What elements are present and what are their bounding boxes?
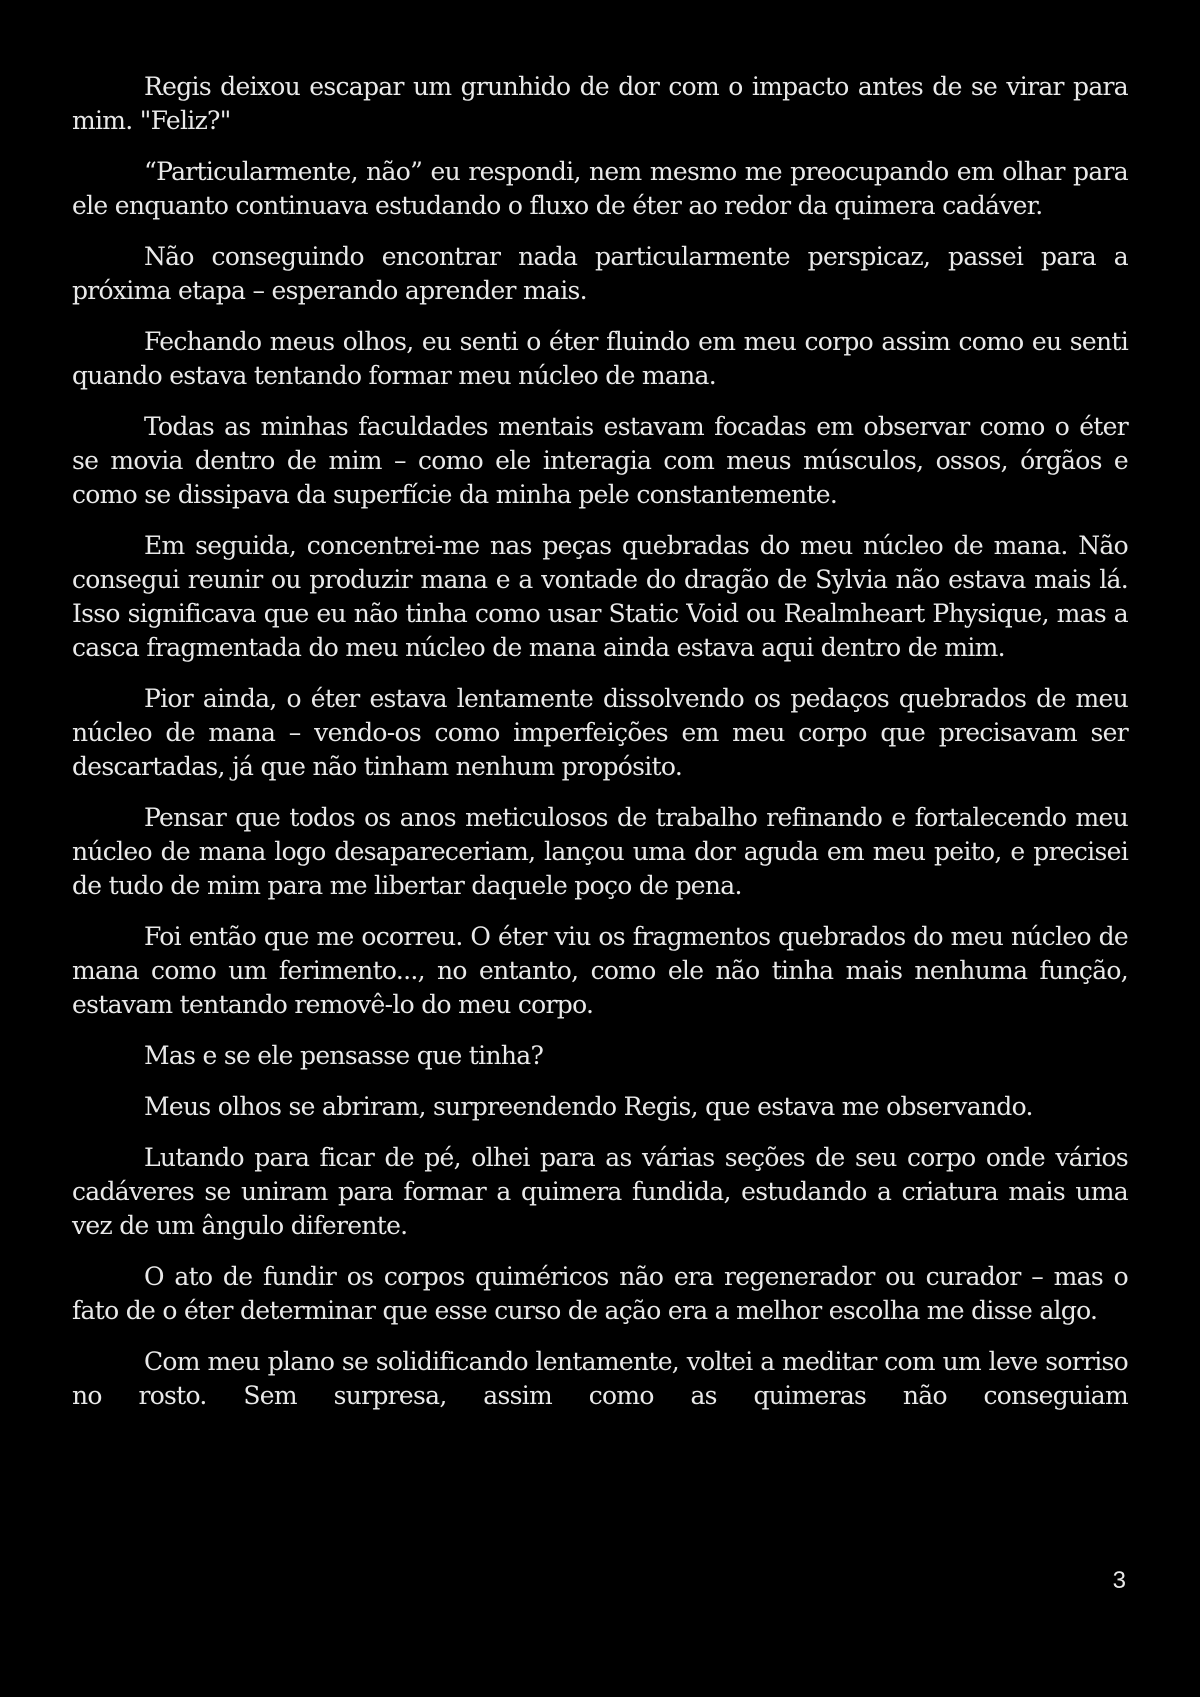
paragraph: Todas as minhas faculdades mentais estavam focadas em observar como o éter se movia dentro de mim – como ele interagia com meus músculos, ossos, órgãos e como se dissipava da superfície da minha pele constantemente. (72, 412, 1128, 509)
paragraph: Com meu plano se solidificando lentamente, voltei a meditar com um leve sorriso no rosto. Sem surpresa, assim como as quimeras não conseguiam (72, 1347, 1128, 1410)
paragraph: Mas e se ele pensasse que tinha? (144, 1041, 544, 1070)
paragraph: Não conseguindo encontrar nada particularmente perspicaz, passei para a próxima etapa – esperando aprender mais. (72, 242, 1128, 305)
paragraph: O ato de fundir os corpos quiméricos não era regenerador ou curador – mas o fato de o éter determinar que esse curso de ação era a melhor escolha me disse algo. (72, 1262, 1128, 1325)
paragraph: Meus olhos se abriram, surpreendendo Regis, que estava me observando. (144, 1092, 1033, 1121)
paragraph: “Particularmente, não” eu respondi, nem mesmo me preocupando em olhar para ele enquanto continuava estudando o fluxo de éter ao redor da quimera cadáver. (72, 157, 1128, 220)
paragraph: Em seguida, concentrei-me nas peças quebradas do meu núcleo de mana. Não consegui reunir ou produzir mana e a vontade do dragão de Sylvia não estava mais lá. Isso significava que eu não tinha como usar Static Void ou Realmheart Physique, mas a casca fragmentada do meu núcleo de mana ainda estava aqui dentro de mim. (72, 531, 1128, 662)
paragraph: Regis deixou escapar um grunhido de dor com o impacto antes de se virar para mim. "Feliz?" (72, 72, 1128, 135)
body-text (72, 70, 1128, 1413)
paragraph: Pensar que todos os anos meticulosos de trabalho refinando e fortalecendo meu núcleo de mana logo desapareceriam, lançou uma dor aguda em meu peito, e precisei de tudo de mim para me libertar daquele poço de pena. (72, 803, 1128, 900)
paragraph: Lutando para ficar de pé, olhei para as várias seções de seu corpo onde vários cadáveres se uniram para formar a quimera fundida, estudando a criatura mais uma vez de um ângulo diferente. (72, 1143, 1128, 1240)
paragraph: Pior ainda, o éter estava lentamente dissolvendo os pedaços quebrados de meu núcleo de mana – vendo-os como imperfeições em meu corpo que precisavam ser descartadas, já que não tinham nenhum propósito. (72, 684, 1128, 781)
paragraph: Fechando meus olhos, eu senti o éter fluindo em meu corpo assim como eu senti quando estava tentando formar meu núcleo de mana. (72, 327, 1128, 390)
paragraph: Foi então que me ocorreu. O éter viu os fragmentos quebrados do meu núcleo de mana como um ferimento..., no entanto, como ele não tinha mais nenhuma função, estavam tentando removê-lo do meu corpo. (72, 922, 1128, 1019)
page-number: 3 (1112, 1567, 1126, 1594)
